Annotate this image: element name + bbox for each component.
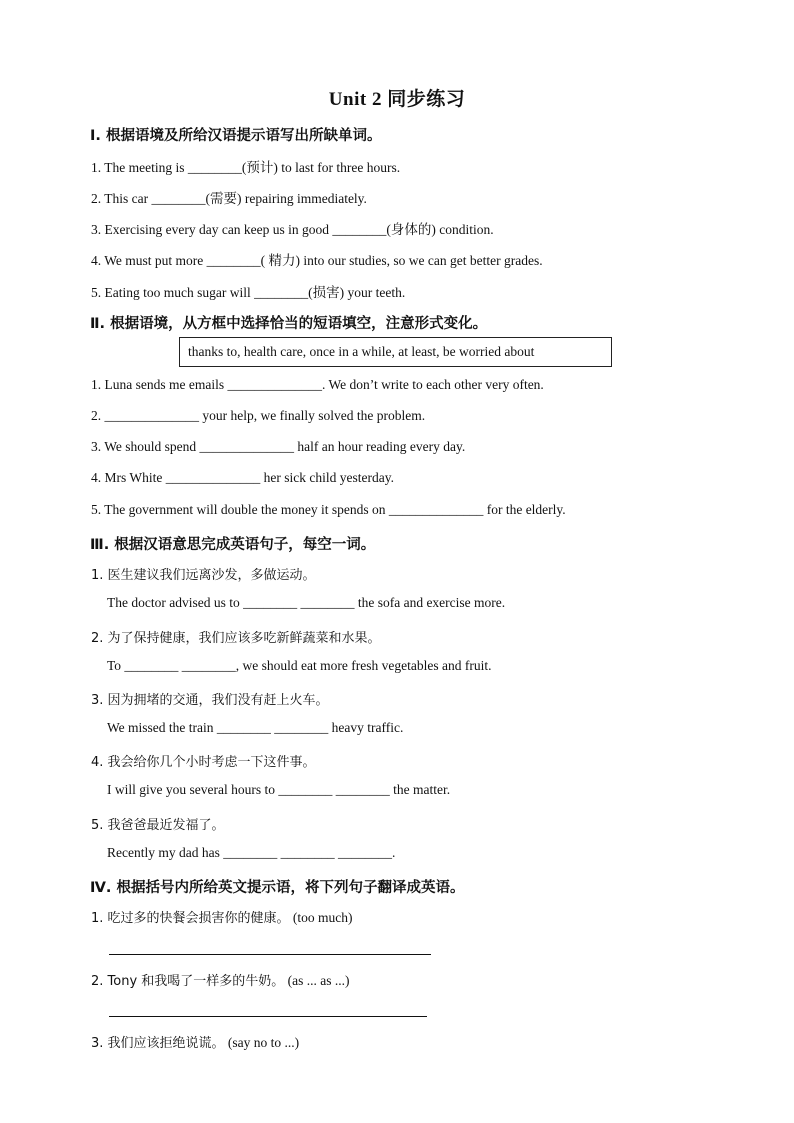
section4-answer-line-2[interactable] [109, 1016, 427, 1017]
section3-item-2-en: To ________ ________, we should eat more fresh vegetables and fruit. [107, 658, 492, 673]
section3-item-4-en: I will give you several hours to ________ ________ the matter. [107, 782, 451, 797]
section4-heading: Ⅳ. 根据括号内所给英文提示语，将下列句子翻译成英语。 [90, 880, 465, 896]
section4-item-3 [91, 1032, 299, 1051]
section1-item-2: 2. This car ________(需要) repairing immediately. [91, 191, 367, 206]
section4-item-2-cn: 2. Tony 和我喝了一样多的牛奶。 [91, 974, 285, 989]
section3-item-2-cn: 2. 为了保持健康，我们应该多吃新鲜蔬菜和水果。 [91, 631, 381, 646]
section2-item-3: 3. We should spend ______________ half an hour reading every day. [91, 439, 466, 454]
phrase-word-box: thanks to, health care, once in a while, at least, be worried about [179, 337, 612, 367]
section4-item-3-hint: (say no to ...) [227, 1035, 300, 1050]
section1-item-5: 5. Eating too much sugar will ________(损害) your teeth. [91, 285, 406, 300]
section4-item-1 [91, 907, 353, 926]
page-title: Unit 2 同步练习 [328, 89, 466, 110]
section2-heading: Ⅱ. 根据语境，从方框中选择恰当的短语填空，注意形式变化。 [90, 316, 488, 332]
section1-item-4: 4. We must put more ________( 精力) into our studies, so we can get better grades. [91, 253, 543, 268]
section4-item-2-hint: (as ... as ...) [287, 973, 350, 988]
section1-heading: Ⅰ. 根据语境及所给汉语提示语写出所缺单词。 [90, 128, 382, 144]
section3-item-5-en: Recently my dad has ________ ________ ________. [107, 845, 396, 860]
section3-item-5-cn: 5. 我爸爸最近发福了。 [91, 818, 225, 833]
section1-item-3: 3. Exercising every day can keep us in good ________(身体的) condition. [91, 222, 494, 237]
section3-item-1-cn: 1. 医生建议我们远离沙发，多做运动。 [91, 568, 316, 583]
section2-item-2: 2. ______________ your help, we finally solved the problem. [91, 408, 426, 423]
section3-item-3-en: We missed the train ________ ________ heavy traffic. [107, 720, 404, 735]
section4-item-2 [91, 970, 350, 989]
section2-item-4: 4. Mrs White ______________ her sick child yesterday. [91, 470, 394, 485]
section2-item-1: 1. Luna sends me emails ______________. We don’t write to each other very often. [91, 377, 544, 392]
section3-heading: Ⅲ. 根据汉语意思完成英语句子，每空一词。 [90, 537, 376, 553]
section4-item-3-cn: 3. 我们应该拒绝说谎。 [91, 1036, 225, 1051]
section2-item-5: 5. The government will double the money it spends on ______________ for the elderly. [91, 502, 566, 517]
section1-item-1: 1. The meeting is ________(预计) to last for three hours. [91, 160, 401, 175]
section3-item-1-en: The doctor advised us to ________ ________ the sofa and exercise more. [107, 595, 506, 610]
section3-item-4-cn: 4. 我会给你几个小时考虑一下这件事。 [91, 755, 316, 770]
section3-item-3-cn: 3. 因为拥堵的交通，我们没有赶上火车。 [91, 693, 329, 708]
section4-answer-line-1[interactable] [109, 954, 431, 955]
section4-item-1-cn: 1. 吃过多的快餐会损害你的健康。 [91, 911, 290, 926]
section4-item-1-hint: (too much) [292, 910, 353, 925]
